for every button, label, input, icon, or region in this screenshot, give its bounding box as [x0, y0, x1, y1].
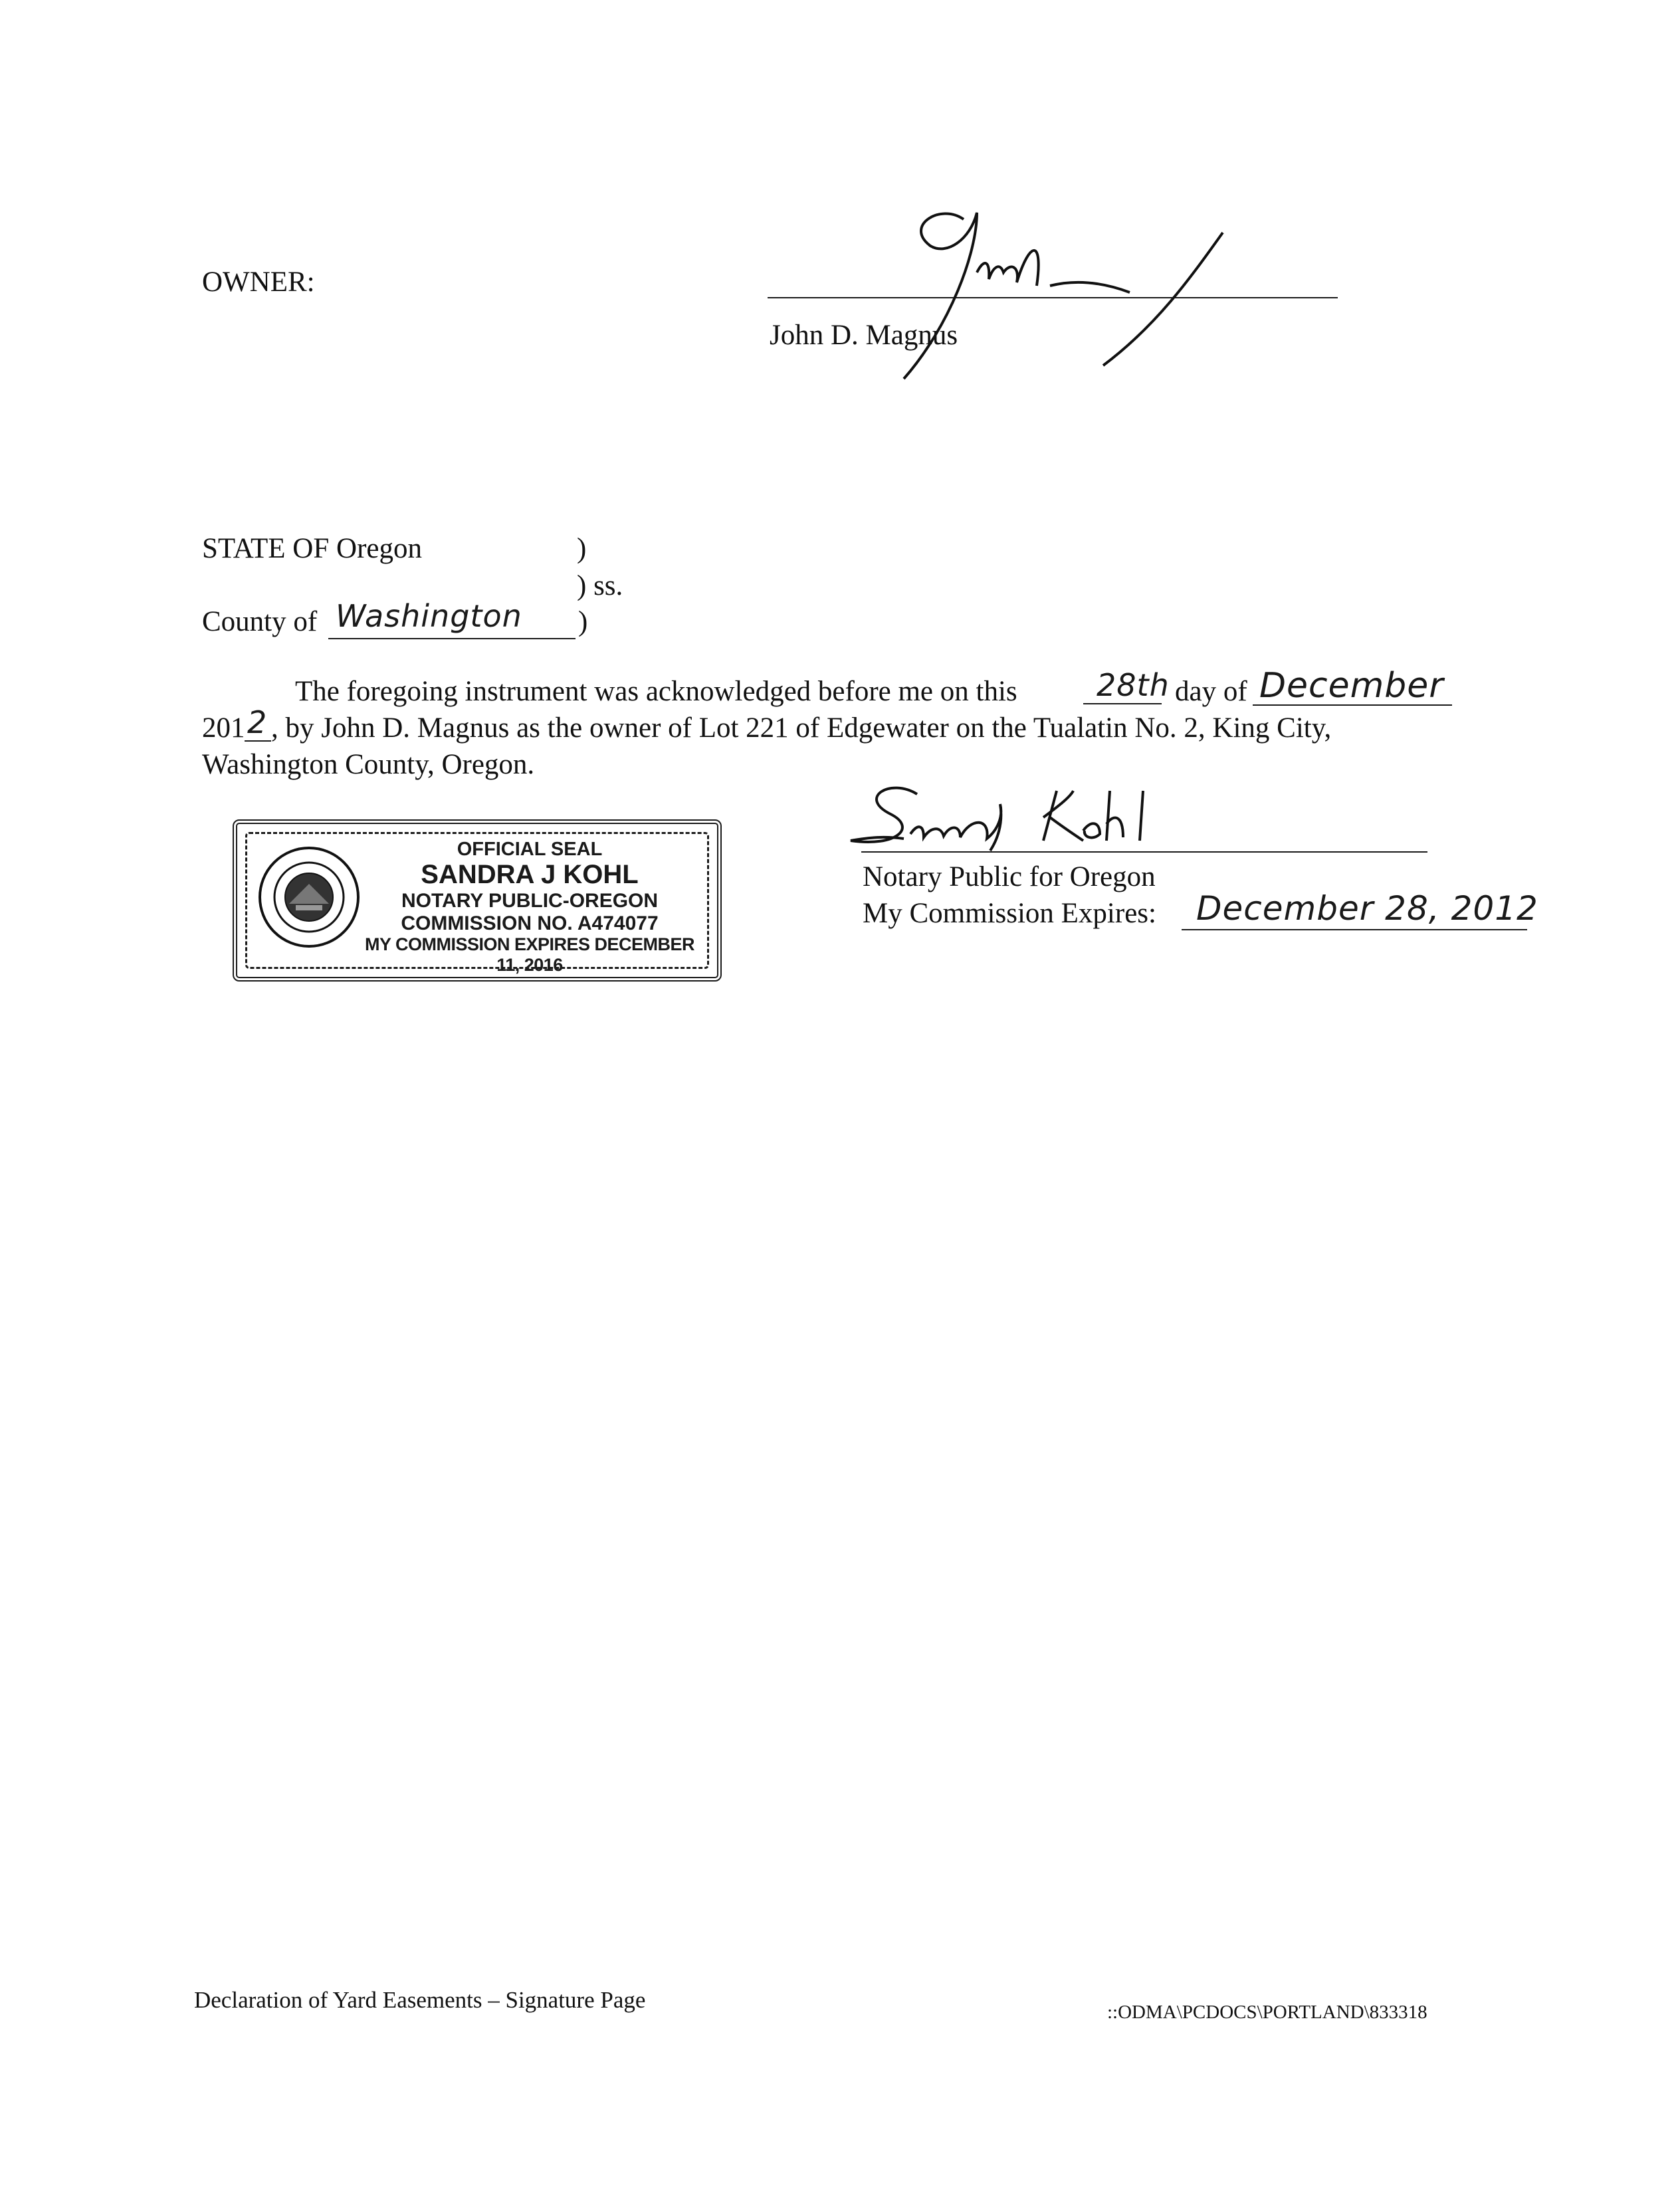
ack-month-underline: [1253, 704, 1452, 706]
state-seal-emblem: [256, 844, 362, 950]
ack-line1-prefix: The foregoing instrument was acknowledged before me on this: [295, 676, 1017, 707]
county-label: County of: [202, 606, 318, 637]
county-value: Washington: [336, 598, 522, 634]
notary-title: Notary Public for Oregon: [863, 861, 1156, 892]
seal-line-commission: COMMISSION NO. A474077: [401, 912, 659, 934]
venue-paren-top: ): [577, 533, 587, 564]
notary-signature-line: [861, 851, 1427, 853]
notary-signature: [844, 778, 1216, 857]
notary-expires-underline: [1182, 929, 1527, 930]
official-seal-stamp: [233, 819, 722, 982]
owner-name: John D. Magnus: [770, 320, 958, 351]
footer-document-title: Declaration of Yard Easements – Signature Page: [194, 1987, 646, 2013]
venue-ss: ) ss.: [577, 570, 623, 601]
notary-expires-label: My Commission Expires:: [863, 898, 1156, 929]
ack-year-digit: 2: [247, 704, 268, 740]
notary-expires-value: December 28, 2012: [1196, 889, 1538, 928]
venue-paren-bottom: ): [578, 606, 588, 637]
ack-year-prefix: 201: [202, 712, 245, 744]
seal-line-expires: MY COMMISSION EXPIRES DECEMBER 11, 2016: [364, 934, 695, 975]
ack-line3: Washington County, Oregon.: [202, 749, 535, 780]
ack-year-underline: [245, 740, 271, 742]
ack-line2-rest: , by John D. Magnus as the owner of Lot 221 of Edgewater on the Tualatin No. 2, King City,: [271, 712, 1332, 744]
seal-line-official-seal: OFFICIAL SEAL: [457, 839, 603, 860]
ack-line1-mid: day of: [1175, 676, 1247, 707]
ack-day-value: 28th: [1097, 667, 1170, 703]
seal-line-title: NOTARY PUBLIC-OREGON: [401, 890, 659, 912]
ack-day-underline: [1083, 703, 1162, 704]
owner-label: OWNER:: [202, 266, 315, 298]
seal-text-block: [357, 839, 702, 975]
ack-month-value: December: [1259, 666, 1444, 706]
seal-line-name: SANDRA J KOHL: [421, 860, 639, 890]
footer-document-code: ::ODMA\PCDOCS\PORTLAND\833318: [1107, 2002, 1427, 2023]
state-label: STATE OF Oregon: [202, 533, 422, 564]
county-underline: [328, 638, 576, 639]
owner-signature: [877, 199, 1249, 385]
